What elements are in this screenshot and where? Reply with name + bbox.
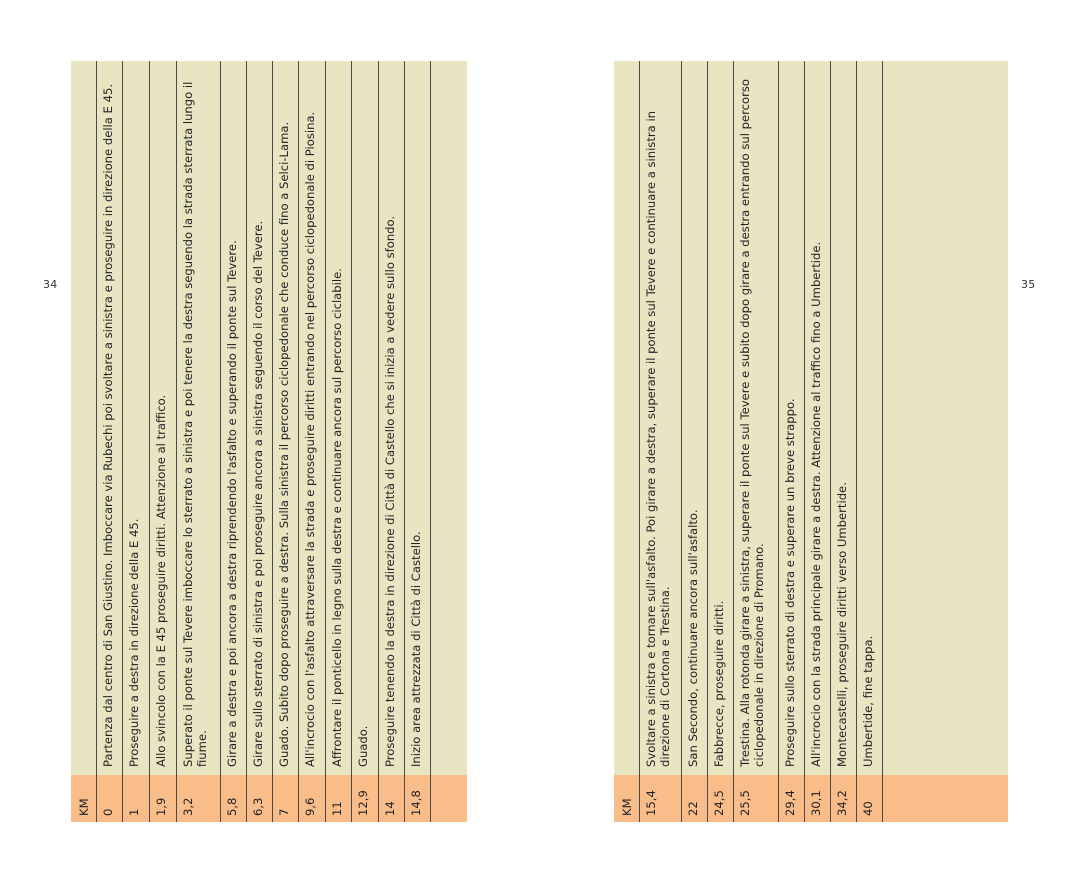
km-cell: 0 bbox=[97, 775, 122, 822]
desc-cell: All'incrocio con la strada principale girare a destra. Attenzione al traffico fino a Umbertide. bbox=[805, 61, 830, 775]
table-row bbox=[326, 61, 352, 822]
km-cell: 40 bbox=[857, 775, 882, 822]
km-cell: 14 bbox=[379, 775, 404, 822]
km-cell: 3,2 bbox=[177, 775, 220, 822]
desc-header bbox=[614, 61, 639, 775]
desc-cell: Inizio area attrezzata di Città di Castello. bbox=[405, 61, 430, 775]
km-cell: 1,9 bbox=[150, 775, 176, 822]
table-row bbox=[273, 61, 299, 822]
route-table-left bbox=[71, 61, 467, 822]
km-cell: 30,1 bbox=[805, 775, 830, 822]
km-header: KM bbox=[614, 775, 639, 822]
km-cell: 22 bbox=[682, 775, 707, 822]
desc-cell: Guado. Subito dopo proseguire a destra. Sulla sinistra il percorso ciclopedonale che conduce fino a Selci-Lama. bbox=[273, 61, 298, 775]
page-number-right: 35 bbox=[1021, 278, 1036, 291]
table-row-empty bbox=[431, 61, 467, 822]
km-cell: 9,6 bbox=[299, 775, 325, 822]
desc-cell: Umbertide, fine tappa. bbox=[857, 61, 882, 775]
desc-cell: San Secondo, continuare ancora sull'asfalto. bbox=[682, 61, 707, 775]
table-row bbox=[708, 61, 734, 822]
table-row bbox=[123, 61, 150, 822]
desc-header bbox=[71, 61, 96, 775]
km-cell: 12,9 bbox=[352, 775, 378, 822]
km-cell: 25,5 bbox=[734, 775, 778, 822]
table-row bbox=[177, 61, 221, 822]
desc-cell: Girare a destra e poi ancora a destra riprendendo l'asfalto e superando il ponte sul Tevere. bbox=[221, 61, 246, 775]
desc-cell: Superato il ponte sul Tevere imboccare lo sterrato a sinistra e poi tenere la destra seguendo la strada sterrata lungo il fiume. bbox=[177, 61, 220, 775]
table-row bbox=[379, 61, 405, 822]
desc-cell: Montecastelli, proseguire diritti verso Umbertide. bbox=[831, 61, 856, 775]
desc-cell-empty bbox=[431, 61, 467, 775]
route-table-right bbox=[614, 61, 1008, 822]
page-number-left: 34 bbox=[43, 278, 58, 291]
km-cell-empty bbox=[431, 775, 467, 822]
table-row bbox=[299, 61, 326, 822]
desc-cell: Partenza dal centro di San Giustino. Imboccare via Rubechi poi svoltare a sinistra e proseguire in direzione della E 45. bbox=[97, 61, 122, 775]
desc-cell: Trestina. Alla rotonda girare a sinistra, superare il ponte sul Tevere e subito dopo girare a destra entrando sul percorso ciclopedonale in direzione di Promano. bbox=[734, 61, 778, 775]
table-row bbox=[779, 61, 805, 822]
km-cell: 11 bbox=[326, 775, 351, 822]
km-cell: 1 bbox=[123, 775, 149, 822]
table-row bbox=[352, 61, 379, 822]
table-header-row bbox=[614, 61, 640, 822]
table-row bbox=[734, 61, 779, 822]
km-header: KM bbox=[71, 775, 96, 822]
desc-cell: Girare sullo sterrato di sinistra e poi proseguire ancora a sinistra seguendo il corso del Tevere. bbox=[247, 61, 272, 775]
table-row-empty bbox=[883, 61, 1008, 822]
km-cell: 24,5 bbox=[708, 775, 733, 822]
km-cell: 7 bbox=[273, 775, 298, 822]
table-row bbox=[221, 61, 247, 822]
table-header-row bbox=[71, 61, 97, 822]
table-row bbox=[150, 61, 177, 822]
km-cell: 14,8 bbox=[405, 775, 430, 822]
table-row bbox=[247, 61, 273, 822]
table-row bbox=[97, 61, 123, 822]
table-row bbox=[682, 61, 708, 822]
table-row bbox=[857, 61, 883, 822]
desc-cell: Proseguire a destra in direzione della E 45. bbox=[123, 61, 149, 775]
table-row bbox=[831, 61, 857, 822]
desc-cell: Fabbrecce, proseguire diritti. bbox=[708, 61, 733, 775]
desc-cell: Allo svincolo con la E 45 proseguire diritti. Attenzione al traffico. bbox=[150, 61, 176, 775]
desc-cell: Proseguire tenendo la destra in direzione di Città di Castello che si inizia a vedere sullo sfondo. bbox=[379, 61, 404, 775]
desc-cell-empty bbox=[883, 61, 1008, 775]
desc-cell: Affrontare il ponticello in legno sulla destra e continuare ancora sul percorso ciclabile. bbox=[326, 61, 351, 775]
desc-cell: Guado. bbox=[352, 61, 378, 775]
desc-cell: Proseguire sullo sterrato di destra e superare un breve strappo. bbox=[779, 61, 804, 775]
km-cell: 29,4 bbox=[779, 775, 804, 822]
table-row bbox=[640, 61, 682, 822]
km-cell: 5,8 bbox=[221, 775, 246, 822]
table-row bbox=[405, 61, 431, 822]
km-cell: 15,4 bbox=[640, 775, 681, 822]
table-row bbox=[805, 61, 831, 822]
km-cell: 6,3 bbox=[247, 775, 272, 822]
km-cell-empty bbox=[883, 775, 1008, 822]
desc-cell: All'incrocio con l'asfalto attraversare la strada e proseguire diritti entrando nel percorso ciclopedonale di Piosina. bbox=[299, 61, 325, 775]
km-cell: 34,2 bbox=[831, 775, 856, 822]
desc-cell: Svoltare a sinistra e tornare sull'asfalto. Poi girare a destra, superare il ponte sul Tevere e continuare a sinistra in direzione di Cortona e Trestina. bbox=[640, 61, 681, 775]
